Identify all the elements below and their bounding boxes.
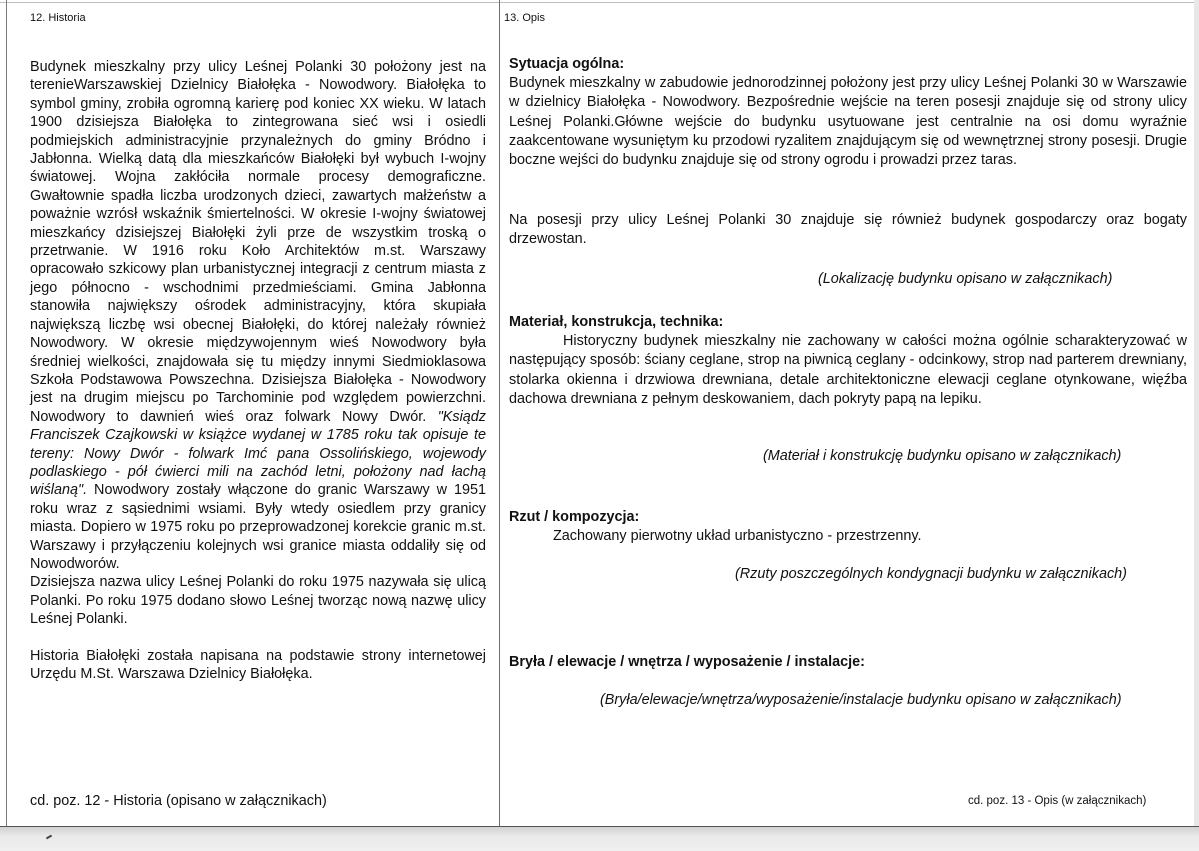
historia-paragraph-3: Historia Białołęki została napisana na podstawie strony internetowej Urzędu M.St. Warszawa Dzielnicy Białołęka. bbox=[30, 647, 486, 683]
left-border bbox=[6, 0, 7, 830]
section-header-opis: 13. Opis bbox=[504, 12, 545, 24]
rzut-paragraph: Zachowany pierwotny układ urbanistyczno - przestrzenny. bbox=[553, 528, 922, 544]
historia-footer: cd. poz. 12 - Historia (opisano w załącznikach) bbox=[30, 793, 327, 809]
rzut-paragraph-wrap bbox=[553, 527, 1153, 546]
section-header-historia: 12. Historia bbox=[30, 12, 86, 24]
rzut-title: Rzut / kompozycja: bbox=[509, 509, 640, 525]
opis-footer: cd. poz. 13 - Opis (w załącznikach) bbox=[968, 795, 1147, 807]
historia-quote: "Ksiądz Franciszek Czajkowski w książce wydanej w 1785 roku tak opisuje te tereny: Nowy Dwór - folwark Imć pana Ossolińskiego, wojewody podlaskiego - pół ćwierci mili na zachód letni, położony nad łachą wiślaną". bbox=[30, 408, 486, 499]
column-divider bbox=[499, 0, 500, 826]
historia-paragraph-2: Dzisiejsza nazwa ulicy Leśnej Polanki do roku 1975 nazywała się ulicą Polanki. Po roku 1975 dodano słowo Leśnej tworząc nową nazwę ulicy Leśnej Polanki. bbox=[30, 574, 486, 628]
bottom-border bbox=[0, 826, 1199, 827]
historia-text bbox=[30, 58, 486, 684]
sytuacja-paragraph-1: Budynek mieszkalny w zabudowie jednorodzinnej położony jest przy ulicy Leśnej Polanki 30 w Warszawie w dzielnicy Białołęka - Nowodwory. Bezpośrednie wejście na teren posesji znajduje się od strony ulicy Leśnej Polanki.Główne wejście do budynku usytuowane jest centralnie na osi domu wyraźnie zaakcentowane wysuniętym ku przodowi ryzalitem znajdującym się od wewnętrznej strony posesji. Drugie boczne wejści do budynku znajduje się od strony ogrodu i prowadzi przez taras. bbox=[509, 75, 1187, 169]
top-border bbox=[0, 2, 1199, 3]
rzut-note: (Rzuty poszczególnych kondygnacji budynku w załącznikach) bbox=[735, 566, 1127, 582]
bryla-section bbox=[509, 653, 1187, 672]
rzut-section bbox=[509, 508, 1187, 527]
material-title: Materiał, konstrukcja, technika: bbox=[509, 314, 724, 330]
sytuacja-paragraph-2: Na posesji przy ulicy Leśnej Polanki 30 znajduje się również budynek gospodarczy oraz bogaty drzewostan. bbox=[509, 212, 1187, 248]
material-paragraph: Historyczny budynek mieszkalny nie zachowany w całości można ogólnie scharakteryzować w następujący sposób: ściany ceglane, strop na piwnicą ceglany - odcinkowy, strop nad parterem drewniany, stolarka okienna i drzwiowa drewniana, detale architektoniczne elewacji ceglane otynkowane, więźba dachowa drewniana z pełnym deskowaniem, dach pokryty papą na lepiku. bbox=[509, 333, 1187, 407]
material-note: (Materiał i konstrukcję budynku opisano w załącznikach) bbox=[763, 448, 1122, 464]
sytuacja-title: Sytuacja ogólna: bbox=[509, 56, 625, 72]
sytuacja-section-2 bbox=[509, 211, 1187, 249]
lokalizacja-note: (Lokalizację budynku opisano w załącznikach) bbox=[818, 271, 1113, 287]
paragraph-gap bbox=[30, 629, 486, 647]
historia-paragraph-1 bbox=[30, 58, 486, 573]
bryla-title: Bryła / elewacje / wnętrza / wyposażenie / instalacje: bbox=[509, 654, 865, 670]
material-section bbox=[509, 313, 1187, 409]
sytuacja-section bbox=[509, 55, 1187, 170]
historia-p1-part-b: Nowodwory zostały włączone do granic Warszawy w 1951 roku wraz z sąsiednimi wsiami. Były wtedy osiedlem przy granicy miasta. Dopiero w 1975 roku po przeprowadzonej korekcie granic m.st. Warszawy i przyłączeniu kolejnych wsi granice miasta oddaliły się od Nowodworów. bbox=[30, 482, 486, 572]
right-edge bbox=[1194, 0, 1199, 826]
bryla-note: (Bryła/elewacje/wnętrza/wyposażenie/instalacje budynku opisano w załącznikach) bbox=[600, 692, 1122, 708]
scan-bottom-shadow bbox=[0, 826, 1199, 851]
historia-p1-part-a: Budynek mieszkalny przy ulicy Leśnej Polanki 30 położony jest na terenieWarszawskiej Dzielnicy Białołęka - Nowodwory. Białołęka to symbol gminy, zrobiła ogromną karierę pod koniec XX wieku. W latach 1900 dzisiejsza Białołęka to zintegrowana sieć wsi i osiedli podmiejskich administracyjnie przynależnych do gminy Bródno i Jabłonna. Wielką datą dla mieszkańców Białołęki był wybuch I-wojny światowej. Wojna zakłóciła normale procesy demograficzne. Gwałtownie spadła liczba urodzonych dzieci, zawartych małżeństw a poważnie wzrósł wskaźnik śmiertelności. W okresie I-wojny światowej mieszkańcy dzisiejszej Białołęki żyli prze de wszystkim troską o przetrwanie. W 1916 roku Koło Architektów m.st. Warszawy opracowało szkicowy plan urbanistycznej integracji z centrum miasta z jego północno - wschodnimi przedmieściami. Gmina Jabłonna stanowiła największy ośrodek administracyjny, która skupiała największą liczbę wsi obecnej Białołęki, do której należały również Nowodwory. W okresie międzywojennym wieś Nowodwory była średniej wielkości, znajdowała się tu między innymi Siedmioklasowa Szkoła Podstawowa Powszechna. Dzisiejsza Białołęka - Nowodwory jest na drugim miejscu po Tarchominie pod względem powierzchni. Nowodwory to dawnień wieś oraz folwark Nowy Dwór. bbox=[30, 59, 486, 425]
